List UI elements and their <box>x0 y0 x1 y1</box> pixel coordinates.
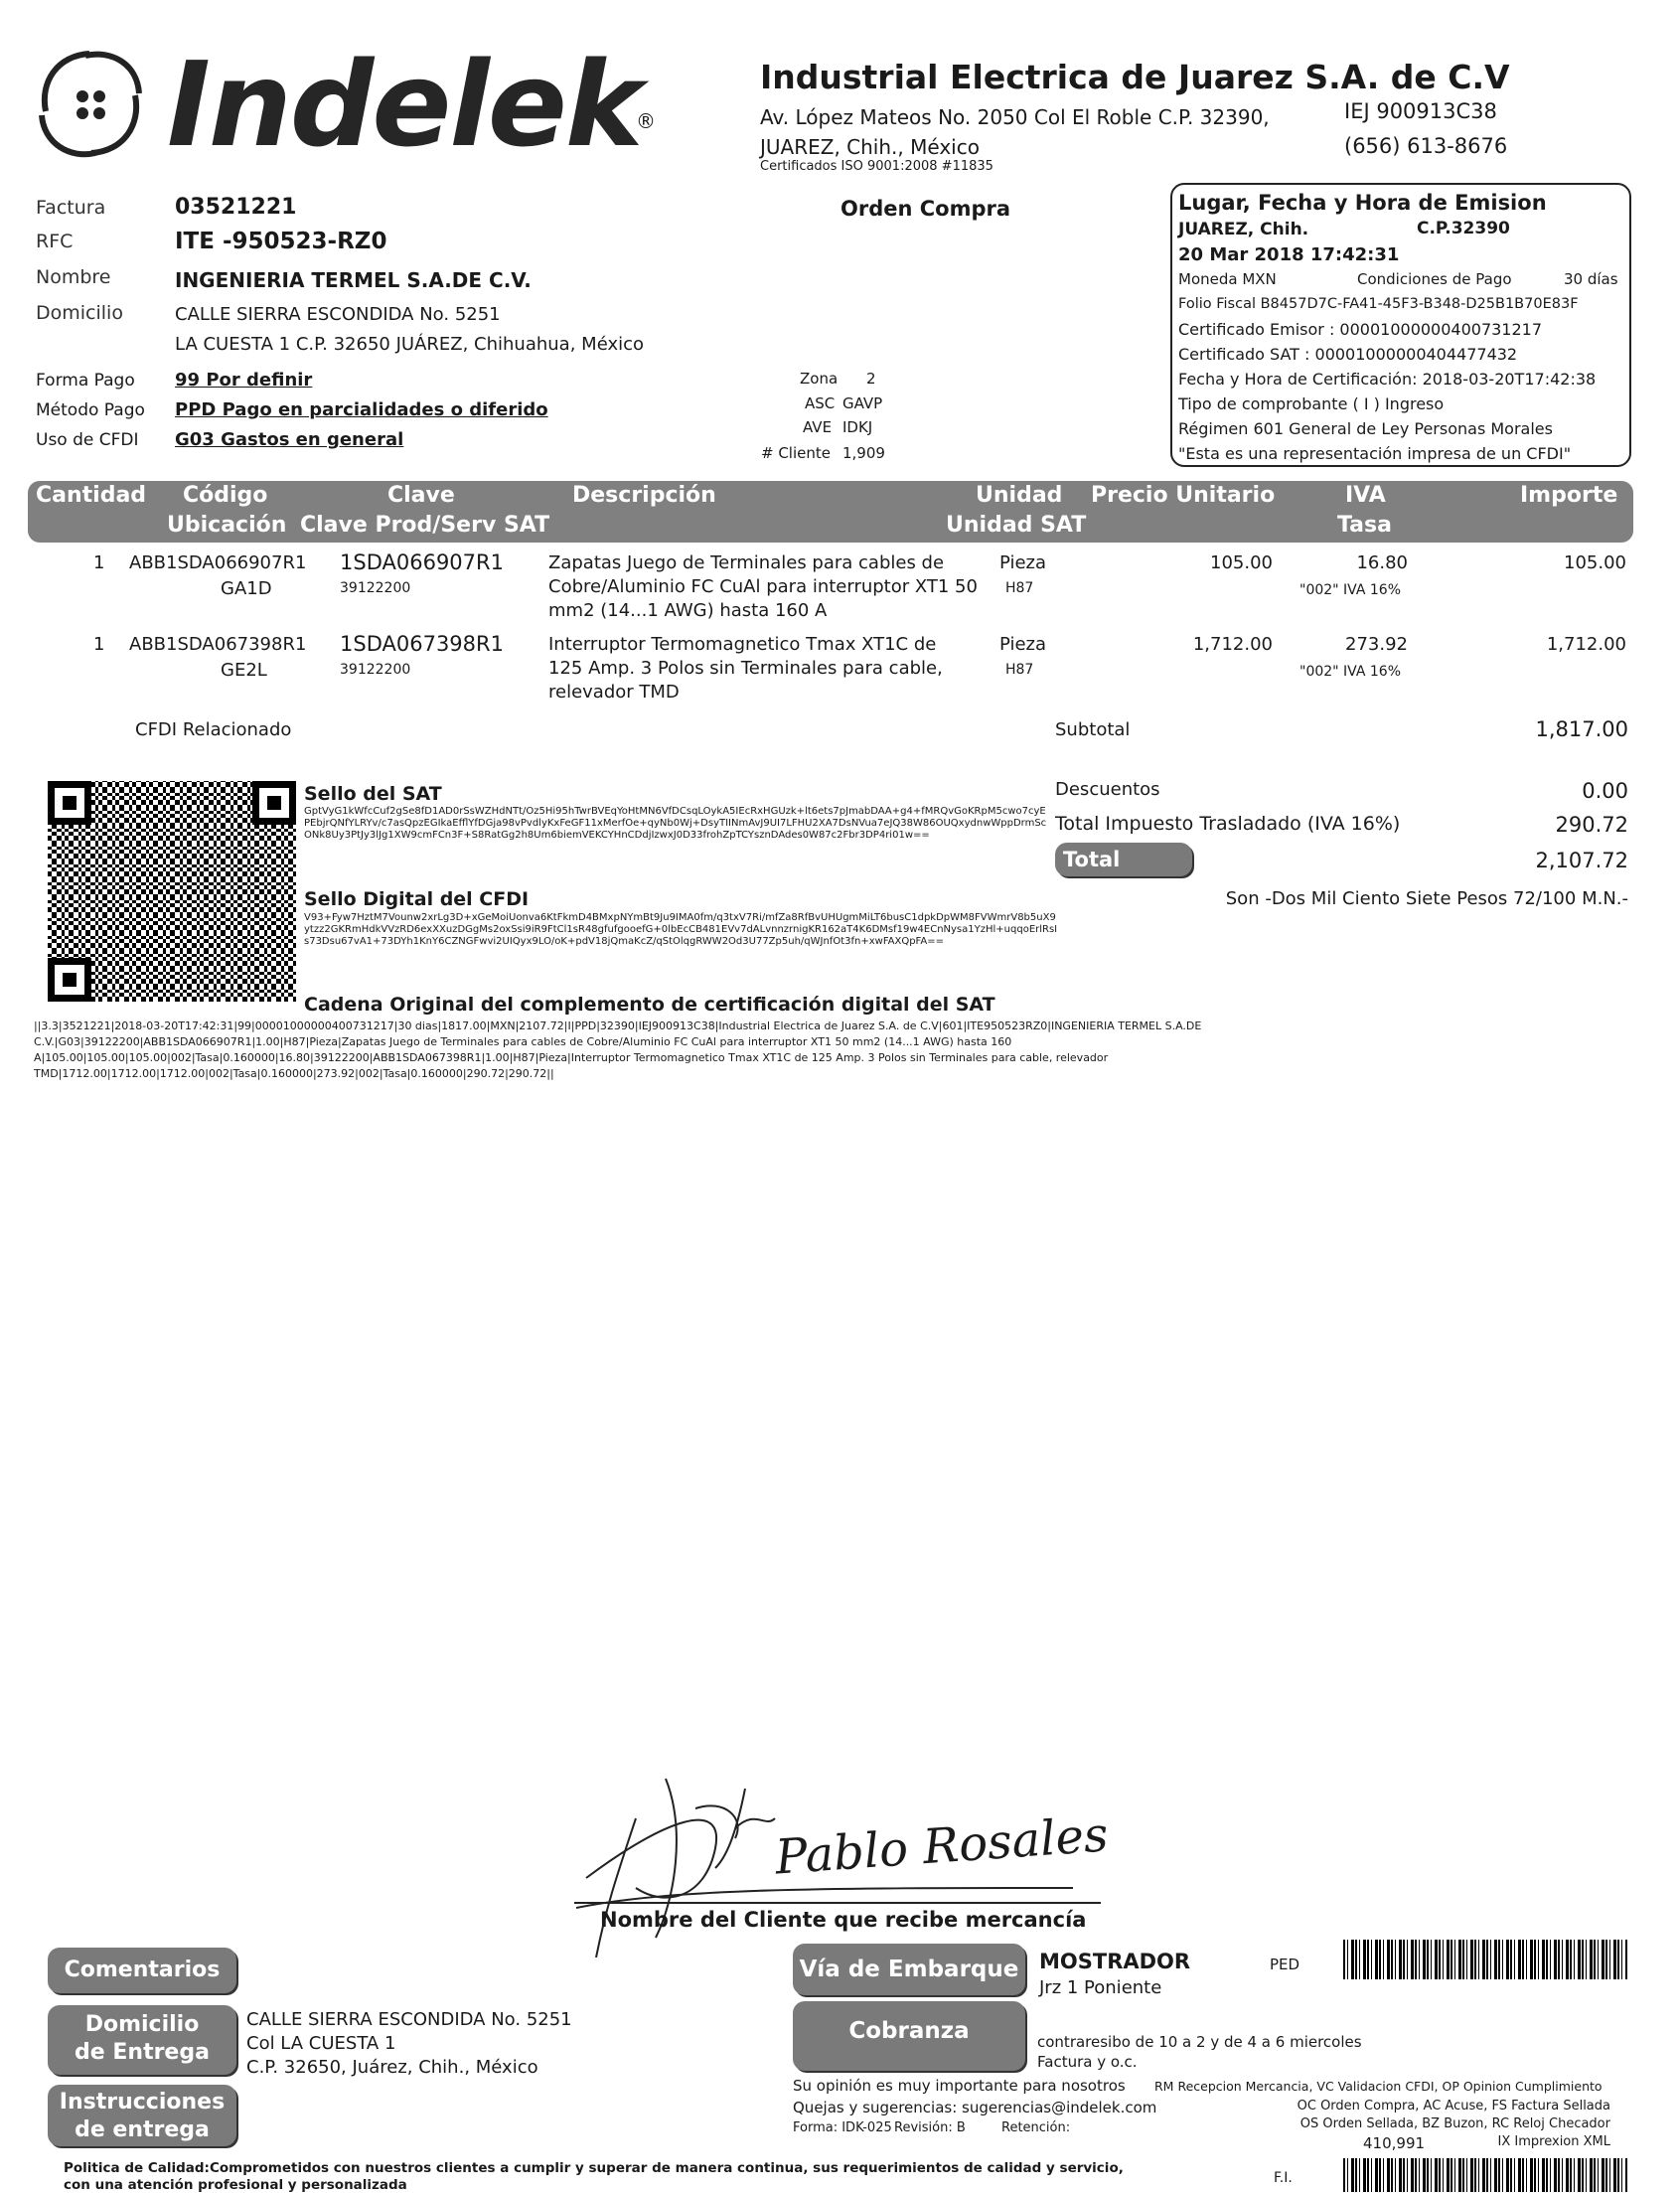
factura-number: 03521221 <box>175 195 297 220</box>
emision-regimen: Régimen 601 General de Ley Personas Morales <box>1178 419 1553 438</box>
opinion-text: Su opinión es muy importante para nosotros <box>793 2077 1126 2095</box>
legend-line1: RM Recepcion Mercancia, VC Validacion CFDI, OP Opinion Cumplimiento <box>1154 2079 1603 2094</box>
header-cantidad: Cantidad <box>36 483 147 508</box>
domicilio-label: Domicilio <box>36 302 123 324</box>
row-clave: 1SDA067398R1 <box>340 632 504 656</box>
row-tasa: "002" IVA 16% <box>1299 582 1402 598</box>
row-cantidad: 1 <box>93 634 105 655</box>
rfc-value: ITE -950523-RZ0 <box>175 229 387 254</box>
header-codigo: Código <box>183 483 268 508</box>
row-codigo: ABB1SDA066907R1 <box>129 552 307 573</box>
total-label: Total <box>1055 843 1192 876</box>
jrz-value: Jrz 1 Poniente <box>1039 1977 1162 1998</box>
row-iva: 16.80 <box>1356 552 1408 573</box>
comentarios-label: Comentarios <box>48 1948 236 1993</box>
ave-label: AVE <box>803 418 833 436</box>
row-unidad-sat: H87 <box>1005 662 1034 678</box>
emision-title: Lugar, Fecha y Hora de Emision <box>1178 191 1547 215</box>
row-importe: 1,712.00 <box>1546 634 1626 655</box>
header-importe: Importe <box>1520 483 1618 508</box>
row-clave-prod: 39122200 <box>340 580 411 596</box>
asc-value: GAVP <box>842 394 883 412</box>
cadena-line2: C.V.|G03|39122200|ABB1SDA066907R1|1.00|H87|Pieza|Zapatas Juego de Terminales para cables de Cobre/Aluminio FC CuAl para interruptor XT1 50 mm2 (14...1 AWG) hasta 160 <box>34 1035 1012 1048</box>
header-unidad: Unidad <box>976 483 1063 508</box>
contrarecibo-line1: contraresibo de 10 a 2 y de 4 a 6 miercoles <box>1037 2033 1362 2051</box>
items-table-header <box>28 481 1633 543</box>
cliente-value: 1,909 <box>842 444 885 462</box>
total-en-letra: Son -Dos Mil Ciento Siete Pesos 72/100 M.N.- <box>1225 888 1628 909</box>
signature-name: Pablo Rosales <box>773 1806 1111 1886</box>
header-precio: Precio Unitario <box>1091 483 1276 508</box>
row-desc-line1: Interruptor Termomagnetico Tmax XT1C de <box>548 634 937 655</box>
emision-folio: Folio Fiscal B8457D7C-FA41-45F3-B348-D25B1B70E83F <box>1178 296 1579 312</box>
factura-label: Factura <box>36 197 106 219</box>
row-desc-line3: mm2 (14...1 AWG) hasta 160 A <box>548 600 828 621</box>
entrega-line2: Col LA CUESTA 1 <box>246 2033 396 2054</box>
domicilio-entrega-label <box>48 2005 236 2075</box>
row-desc-line2: Cobre/Aluminio FC CuAl para interruptor XT1 50 <box>548 576 978 597</box>
row-importe: 105.00 <box>1564 552 1626 573</box>
row-iva: 273.92 <box>1345 634 1408 655</box>
domicilio-entrega-line1: Domicilio <box>84 2012 200 2037</box>
signature-line <box>574 1902 1101 1904</box>
company-logo-text: Indelek <box>167 36 642 173</box>
quejas-text: Quejas y sugerencias: sugerencias@indelek.com <box>793 2099 1157 2116</box>
sello-cfdi-title: Sello Digital del CFDI <box>304 888 530 910</box>
entrega-line1: CALLE SIERRA ESCONDIDA No. 5251 <box>246 2009 572 2030</box>
company-address-line2: JUAREZ, Chih., México <box>760 135 980 159</box>
row-ubicacion: GE2L <box>221 660 267 681</box>
impuesto-value: 290.72 <box>1555 813 1628 837</box>
emision-representacion: "Esta es una representación impresa de un CFDI" <box>1178 444 1572 463</box>
row-desc-line3: relevador TMD <box>548 682 680 703</box>
company-address-line1: Av. López Mateos No. 2050 Col El Roble C.P. 32390, <box>760 105 1270 129</box>
header-clave-prod: Clave Prod/Serv SAT <box>300 513 550 538</box>
emision-tipo: Tipo de comprobante ( I ) Ingreso <box>1178 394 1445 413</box>
forma-pago-label: Forma Pago <box>36 371 135 391</box>
nombre-label: Nombre <box>36 266 111 288</box>
cobranza-label: Cobranza <box>793 2001 1025 2071</box>
emision-cert-emisor: Certificado Emisor : 00001000000400731217 <box>1178 320 1543 339</box>
revision-text: Revisión: B <box>894 2120 966 2135</box>
registered-mark-icon: ® <box>636 109 656 133</box>
barcode-bottom-icon <box>1343 2158 1627 2192</box>
sello-sat-text: GptVyG1kWfcCuf2gSe8fD1AD0rSsWZHdNTt/Oz5Hi95hTwrBVEqYoHtMN6VfDCsqLOykA5IEcRxHGUzk+lt6ets7pJmabDAA+g4+fMRQvGoKRpM5cwo7cyEPEbjrQNfYLRYv/c7asQpzEGIkaEfflYfDGja98vPvdlyKxFeGF11xMerfOe+qyNb0Wj+DsyTIINmAvJ9UI7LFHU2XA7DsNVua7eJQ38W86OUQxydnwWppDrmScONk8Uy3PtJy3lJg1XW9cmFCn3F+S8RatGg2h8Um6biemVEKCYHnCDdjIzwxJ0D33frohZpTCYsznDAdes0W87c2Fbr3DP4ri01w== <box>304 806 1047 841</box>
row-clave-prod: 39122200 <box>340 662 411 678</box>
row-precio: 1,712.00 <box>1192 634 1273 655</box>
header-descripcion: Descripción <box>572 483 716 508</box>
cliente-label: # Cliente <box>761 444 831 462</box>
domicilio-line2: LA CUESTA 1 C.P. 32650 JUÁREZ, Chihuahua, México <box>175 334 645 355</box>
row-clave: 1SDA066907R1 <box>340 550 504 574</box>
total-value: 2,107.72 <box>1535 849 1628 872</box>
header-tasa: Tasa <box>1337 513 1392 538</box>
company-phone: (656) 613-8676 <box>1344 134 1508 158</box>
rfc-label: RFC <box>36 231 74 252</box>
emision-city: JUAREZ, Chih. <box>1178 220 1309 239</box>
qr-code-icon <box>48 781 296 1002</box>
subtotal-label: Subtotal <box>1055 719 1131 740</box>
descuentos-value: 0.00 <box>1582 779 1628 803</box>
row-codigo: ABB1SDA067398R1 <box>129 634 307 655</box>
contrarecibo-line2: Factura y o.c. <box>1037 2053 1138 2071</box>
uso-cfdi-value: G03 Gastos en general <box>175 429 404 450</box>
row-cantidad: 1 <box>93 552 105 573</box>
company-rfc: IEJ 900913C38 <box>1344 99 1497 123</box>
emision-moneda: Moneda MXN <box>1178 270 1277 288</box>
row-unidad: Pieza <box>999 634 1047 655</box>
retencion-text: Retención: <box>1001 2120 1071 2135</box>
row-ubicacion: GA1D <box>221 578 272 599</box>
cadena-line4: TMD|1712.00|1712.00|1712.00|002|Tasa|0.160000|273.92|002|Tasa|0.160000|290.72|290.72|| <box>34 1067 554 1080</box>
uso-cfdi-label: Uso de CFDI <box>36 430 139 450</box>
company-iso: Certificados ISO 9001:2008 #11835 <box>760 159 993 174</box>
row-tasa: "002" IVA 16% <box>1299 664 1402 680</box>
asc-label: ASC <box>805 394 836 412</box>
table-row <box>0 552 1680 632</box>
cadena-line3: A|105.00|105.00|105.00|002|Tasa|0.160000|16.80|39122200|ABB1SDA067398R1|1.00|H87|Pieza|Interruptor Termomagnetico Tmax XT1C de 125 Amp. 3 Polos sin Terminales para cable, relevador <box>34 1051 1109 1064</box>
header-ubicacion: Ubicación <box>167 513 287 538</box>
forma-pago-value: 99 Por definir <box>175 370 313 391</box>
cadena-title: Cadena Original del complemento de certificación digital del SAT <box>304 994 995 1016</box>
emision-cert-sat: Certificado SAT : 00001000000404477432 <box>1178 345 1518 364</box>
descuentos-label: Descuentos <box>1055 779 1160 800</box>
legend-number: 410,991 <box>1363 2134 1426 2152</box>
politica-line2: con una atención profesional y personalizada <box>64 2177 407 2193</box>
header-iva: IVA <box>1345 483 1386 508</box>
domicilio-entrega-line2: de Entrega <box>75 2040 210 2065</box>
emision-box <box>1170 183 1631 467</box>
signature-label: Nombre del Cliente que recibe mercancía <box>600 1908 1087 1932</box>
emision-date: 20 Mar 2018 17:42:31 <box>1178 244 1400 265</box>
sello-sat-title: Sello del SAT <box>304 783 442 805</box>
header-unidad-sat: Unidad SAT <box>946 513 1087 538</box>
instrucciones-label <box>48 2085 236 2146</box>
forma-text: Forma: IDK-025 <box>793 2120 892 2135</box>
table-row <box>0 634 1680 713</box>
nombre-value: INGENIERIA TERMEL S.A.DE C.V. <box>175 268 532 292</box>
cfdi-relacionado-label: CFDI Relacionado <box>135 719 292 740</box>
row-desc-line1: Zapatas Juego de Terminales para cables de <box>548 552 945 573</box>
instrucciones-line2: de entrega <box>75 2117 210 2142</box>
politica-line1: Politica de Calidad:Comprometidos con nuestros clientes a cumplir y superar de manera continua, sus requerimientos de calidad y servicio, <box>64 2160 1124 2176</box>
instrucciones-line1: Instrucciones <box>59 2090 226 2115</box>
subtotal-value: 1,817.00 <box>1535 717 1628 741</box>
orden-compra-label: Orden Compra <box>840 197 1011 221</box>
via-embarque-label: Vía de Embarque <box>793 1944 1025 1995</box>
header-clave: Clave <box>387 483 455 508</box>
ave-value: IDKJ <box>842 418 873 436</box>
emision-fecha-cert: Fecha y Hora de Certificación: 2018-03-20T17:42:38 <box>1178 370 1597 389</box>
legend-line4: IX Imprexion XML <box>1497 2134 1610 2149</box>
row-unidad-sat: H87 <box>1005 580 1034 596</box>
domicilio-line1: CALLE SIERRA ESCONDIDA No. 5251 <box>175 304 501 325</box>
legend-line2: OC Orden Compra, AC Acuse, FS Factura Sellada <box>1297 2099 1610 2114</box>
metodo-pago-label: Método Pago <box>36 400 145 420</box>
entrega-line3: C.P. 32650, Juárez, Chih., México <box>246 2057 538 2078</box>
emision-cp: C.P.32390 <box>1417 219 1510 238</box>
fi-label: F.I. <box>1274 2170 1293 2186</box>
impuesto-label: Total Impuesto Trasladado (IVA 16%) <box>1055 813 1401 835</box>
row-precio: 105.00 <box>1210 552 1273 573</box>
row-unidad: Pieza <box>999 552 1047 573</box>
sello-cfdi-text: V93+Fyw7HztM7Vounw2xrLg3D+xGeMoiUonva6KtFkmD4BMxpNYmBt9Ju9IMA0fm/q3txV7Ri/mfZa8RfBvUHUgmMiLT6busC1dpkDpWM8FVWmrV8b5uX9ytzz2GKRmHdkVVzRD6exXXuzDGgMs2oxSsi9iR9FtCl1sR48gfufgooefG+0lbEcCB481EVv7dALvnnzrnigKR162aT4K6DMsf19w4ECnNysa1YzHl+uqqoErlRsIs73Dsu67vA1+73DYh1KnY6CZNGFwvi2UIQyx9LO/oK+pdV18jQmaKcZ/qStOlqgRWW2Od3U77Zp5uh/qWJnfOt3fn+xwFAXQpFA== <box>304 912 1058 947</box>
company-name: Industrial Electrica de Juarez S.A. de C.V <box>760 58 1510 96</box>
emision-condiciones: Condiciones de Pago <box>1357 270 1512 288</box>
mostrador-value: MOSTRADOR <box>1039 1950 1191 1973</box>
zona-value: 2 <box>866 370 876 388</box>
row-desc-line2: 125 Amp. 3 Polos sin Terminales para cable, <box>548 658 943 679</box>
zona-label: Zona <box>800 370 839 388</box>
company-logo-swirl-icon <box>28 42 152 166</box>
barcode-top-icon <box>1343 1940 1627 1979</box>
legend-line3: OS Orden Sellada, BZ Buzon, RC Reloj Checador <box>1299 2116 1610 2131</box>
cadena-line1: ||3.3|3521221|2018-03-20T17:42:31|99|00001000000400731217|30 dias|1817.00|MXN|2107.72|I|PPD|32390|IEJ900913C38|Industrial Electrica de Juarez S.A. de C.V|601|ITE950523RZ0|INGENIERIA TERMEL S.A.DE <box>34 1019 1202 1032</box>
metodo-pago-value: PPD Pago en parcialidades o diferido <box>175 399 548 420</box>
ped-label: PED <box>1270 1956 1300 1973</box>
emision-dias: 30 días <box>1564 270 1618 288</box>
